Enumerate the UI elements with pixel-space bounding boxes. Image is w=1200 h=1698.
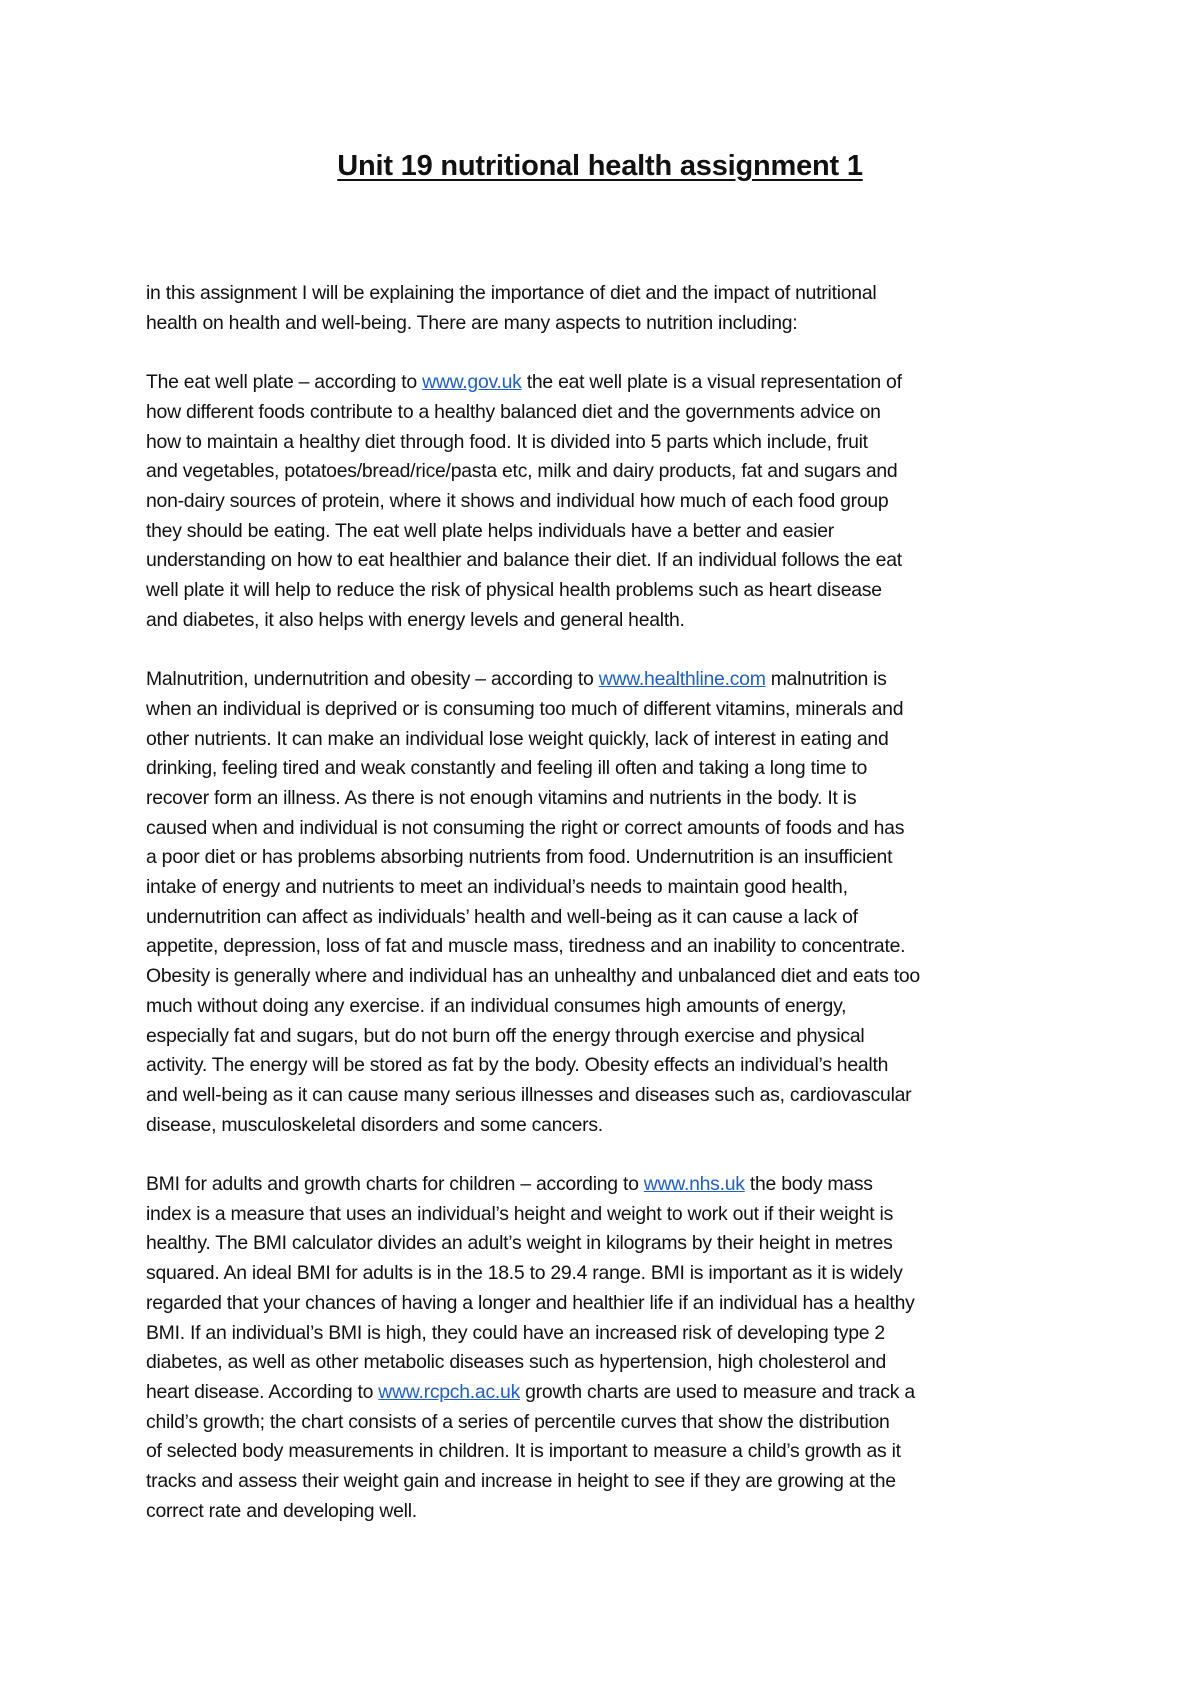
rcpch-link[interactable]: www.rcpch.ac.uk: [378, 1380, 521, 1403]
bmi-lead-continuation: the body mass: [744, 1173, 873, 1196]
eatwell-lead-text: The eat well plate – according to: [146, 371, 423, 394]
bmi-line: BMI. If an individual’s BMI is high, they could have an increased risk of developing type 2: [146, 1321, 885, 1344]
malnutrition-line: disease, musculoskeletal disorders and some cancers.: [146, 1113, 603, 1136]
intro-line: in this assignment I will be explaining the importance of diet and the impact of nutritional: [146, 282, 877, 304]
eatwell-line: and vegetables, potatoes/bread/rice/pasta etc, milk and dairy products, fat and sugars and: [146, 460, 898, 483]
eatwell-line: how different foods contribute to a healthy balanced diet and the governments advice on: [146, 400, 881, 423]
malnutrition-line: undernutrition can affect as individuals’ health and well-being as it can cause a lack of: [146, 905, 858, 928]
bmi-lead-text: BMI for adults and growth charts for children – according to: [146, 1173, 644, 1196]
gov-uk-link[interactable]: www.gov.uk: [422, 371, 522, 394]
growth-lead-text: heart disease. According to: [146, 1380, 379, 1403]
bmi-line: diabetes, as well as other metabolic diseases such as hypertension, high cholesterol and: [146, 1351, 887, 1374]
bmi-line: squared. An ideal BMI for adults is in the 18.5 to 29.4 range. BMI is important as it is widely: [146, 1262, 903, 1285]
eatwell-line: how to maintain a healthy diet through food. It is divided into 5 parts which include, fruit: [146, 430, 868, 453]
malnutrition-lead-continuation: malnutrition is: [765, 668, 887, 691]
malnutrition-line: drinking, feeling tired and weak constantly and feeling ill often and taking a long time to: [146, 757, 868, 780]
malnutrition-first-line: [146, 665, 1076, 695]
bmi-line: child’s growth; the chart consists of a series of percentile curves that show the distribution: [146, 1410, 890, 1433]
eatwell-line: they should be eating. The eat well plate helps individuals have a better and easier: [146, 519, 834, 542]
nhs-uk-link[interactable]: www.nhs.uk: [643, 1173, 745, 1196]
eatwell-line: understanding on how to eat healthier and balance their diet. If an individual follows the eat: [146, 549, 902, 572]
document-title: Unit 19 nutritional health assignment 1: [337, 150, 863, 182]
malnutrition-line: activity. The energy will be stored as fat by the body. Obesity effects an individual’s health: [146, 1054, 889, 1077]
malnutrition-line: appetite, depression, loss of fat and muscle mass, tiredness and an inability to concentrate.: [146, 935, 906, 958]
bmi-line: healthy. The BMI calculator divides an adult’s weight in kilograms by their height in metres: [146, 1232, 893, 1255]
malnutrition-line: much without doing any exercise. if an individual consumes high amounts of energy,: [146, 994, 847, 1017]
growth-charts-line: [146, 1378, 1076, 1408]
bmi-line: regarded that your chances of having a longer and healthier life if an individual has a healthy: [146, 1291, 915, 1314]
document-body: [146, 279, 1076, 1556]
malnutrition-line: Obesity is generally where and individual has an unhealthy and unbalanced diet and eats too: [146, 965, 920, 988]
eatwell-paragraph: [146, 368, 1076, 635]
malnutrition-line: recover form an illness. As there is not enough vitamins and nutrients in the body. It is: [146, 786, 857, 809]
malnutrition-line: especially fat and sugars, but do not burn off the energy through exercise and physical: [146, 1024, 865, 1047]
malnutrition-lead-text: Malnutrition, undernutrition and obesity – according to: [146, 668, 599, 691]
bmi-first-line: [146, 1170, 1076, 1200]
bmi-line: of selected body measurements in children. It is important to measure a child’s growth as it: [146, 1440, 901, 1463]
bmi-paragraph: [146, 1170, 1076, 1526]
eatwell-line: and diabetes, it also helps with energy levels and general health.: [146, 608, 685, 631]
malnutrition-line: when an individual is deprived or is consuming too much of different vitamins, minerals and: [146, 697, 904, 720]
malnutrition-line: and well-being as it can cause many serious illnesses and diseases such as, cardiovascular: [146, 1083, 912, 1106]
intro-line: health on health and well-being. There are many aspects to nutrition including:: [146, 311, 798, 334]
malnutrition-line: other nutrients. It can make an individual lose weight quickly, lack of interest in eating and: [146, 727, 889, 750]
eatwell-line: non-dairy sources of protein, where it shows and individual how much of each food group: [146, 489, 889, 512]
eatwell-first-line: [146, 368, 1076, 398]
malnutrition-paragraph: [146, 665, 1076, 1140]
healthline-link[interactable]: www.healthline.com: [598, 668, 766, 691]
malnutrition-line: a poor diet or has problems absorbing nutrients from food. Undernutrition is an insufficient: [146, 846, 893, 869]
bmi-line: index is a measure that uses an individual’s height and weight to work out if their weight is: [146, 1202, 894, 1225]
eatwell-line: well plate it will help to reduce the risk of physical health problems such as heart disease: [146, 579, 882, 602]
eatwell-lead-continuation: the eat well plate is a visual representation of: [521, 371, 902, 394]
malnutrition-line: caused when and individual is not consuming the right or correct amounts of foods and has: [146, 816, 905, 839]
bmi-line: tracks and assess their weight gain and increase in height to see if they are growing at the: [146, 1470, 896, 1493]
bmi-line: correct rate and developing well.: [146, 1499, 417, 1522]
growth-lead-continuation: growth charts are used to measure and track a: [520, 1380, 915, 1403]
intro-paragraph: [146, 279, 1076, 338]
malnutrition-line: intake of energy and nutrients to meet an individual’s needs to maintain good health,: [146, 876, 848, 899]
